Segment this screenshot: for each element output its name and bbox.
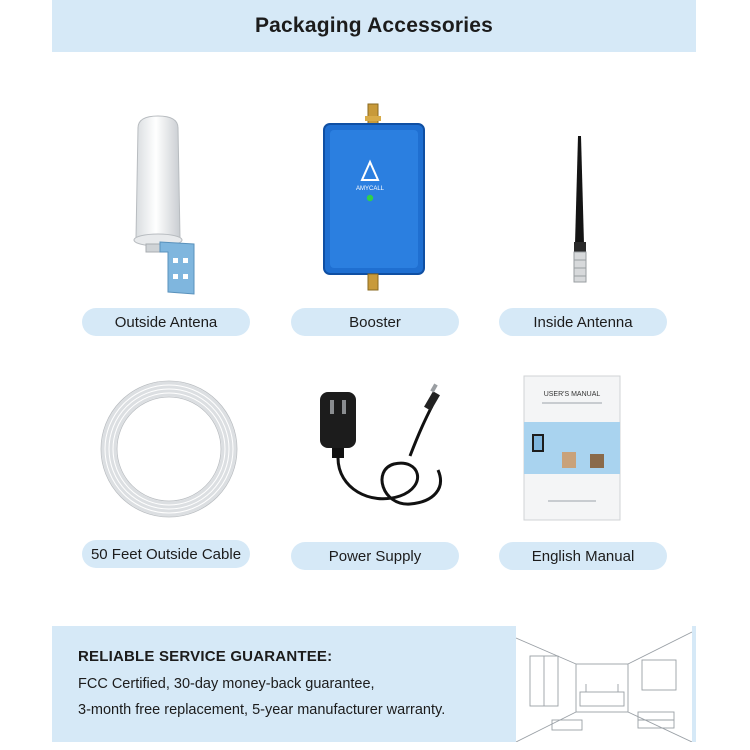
page-title: Packaging Accessories [254,14,494,37]
guarantee-line: FCC Certified, 30-day money-back guarantee, [78,676,375,692]
indoor-antenna-icon [560,134,600,296]
room-sketch-icon [516,626,692,742]
manual-icon [522,374,622,522]
product-label-cable: 50 Feet Outside Cable [82,540,250,568]
header-bar [52,0,696,52]
manual-cover-title: USER'S MANUAL [543,391,601,398]
product-label-booster: Booster [291,308,459,336]
product-label-outside-antenna: Outside Antena [82,308,250,336]
power-adapter-icon [310,378,460,528]
booster-brand: AMYCALL [355,186,385,192]
product-label-power-supply: Power Supply [291,542,459,570]
signal-booster-icon [318,100,430,292]
guarantee-line: 3-month free replacement, 5-year manufacturer warranty. [78,702,446,718]
product-label-inside-antenna: Inside Antenna [499,308,667,336]
coax-cable-icon [94,374,244,524]
product-label-manual: English Manual [499,542,667,570]
outdoor-antenna-icon [110,112,220,302]
guarantee-heading: RELIABLE SERVICE GUARANTEE: [78,648,333,665]
